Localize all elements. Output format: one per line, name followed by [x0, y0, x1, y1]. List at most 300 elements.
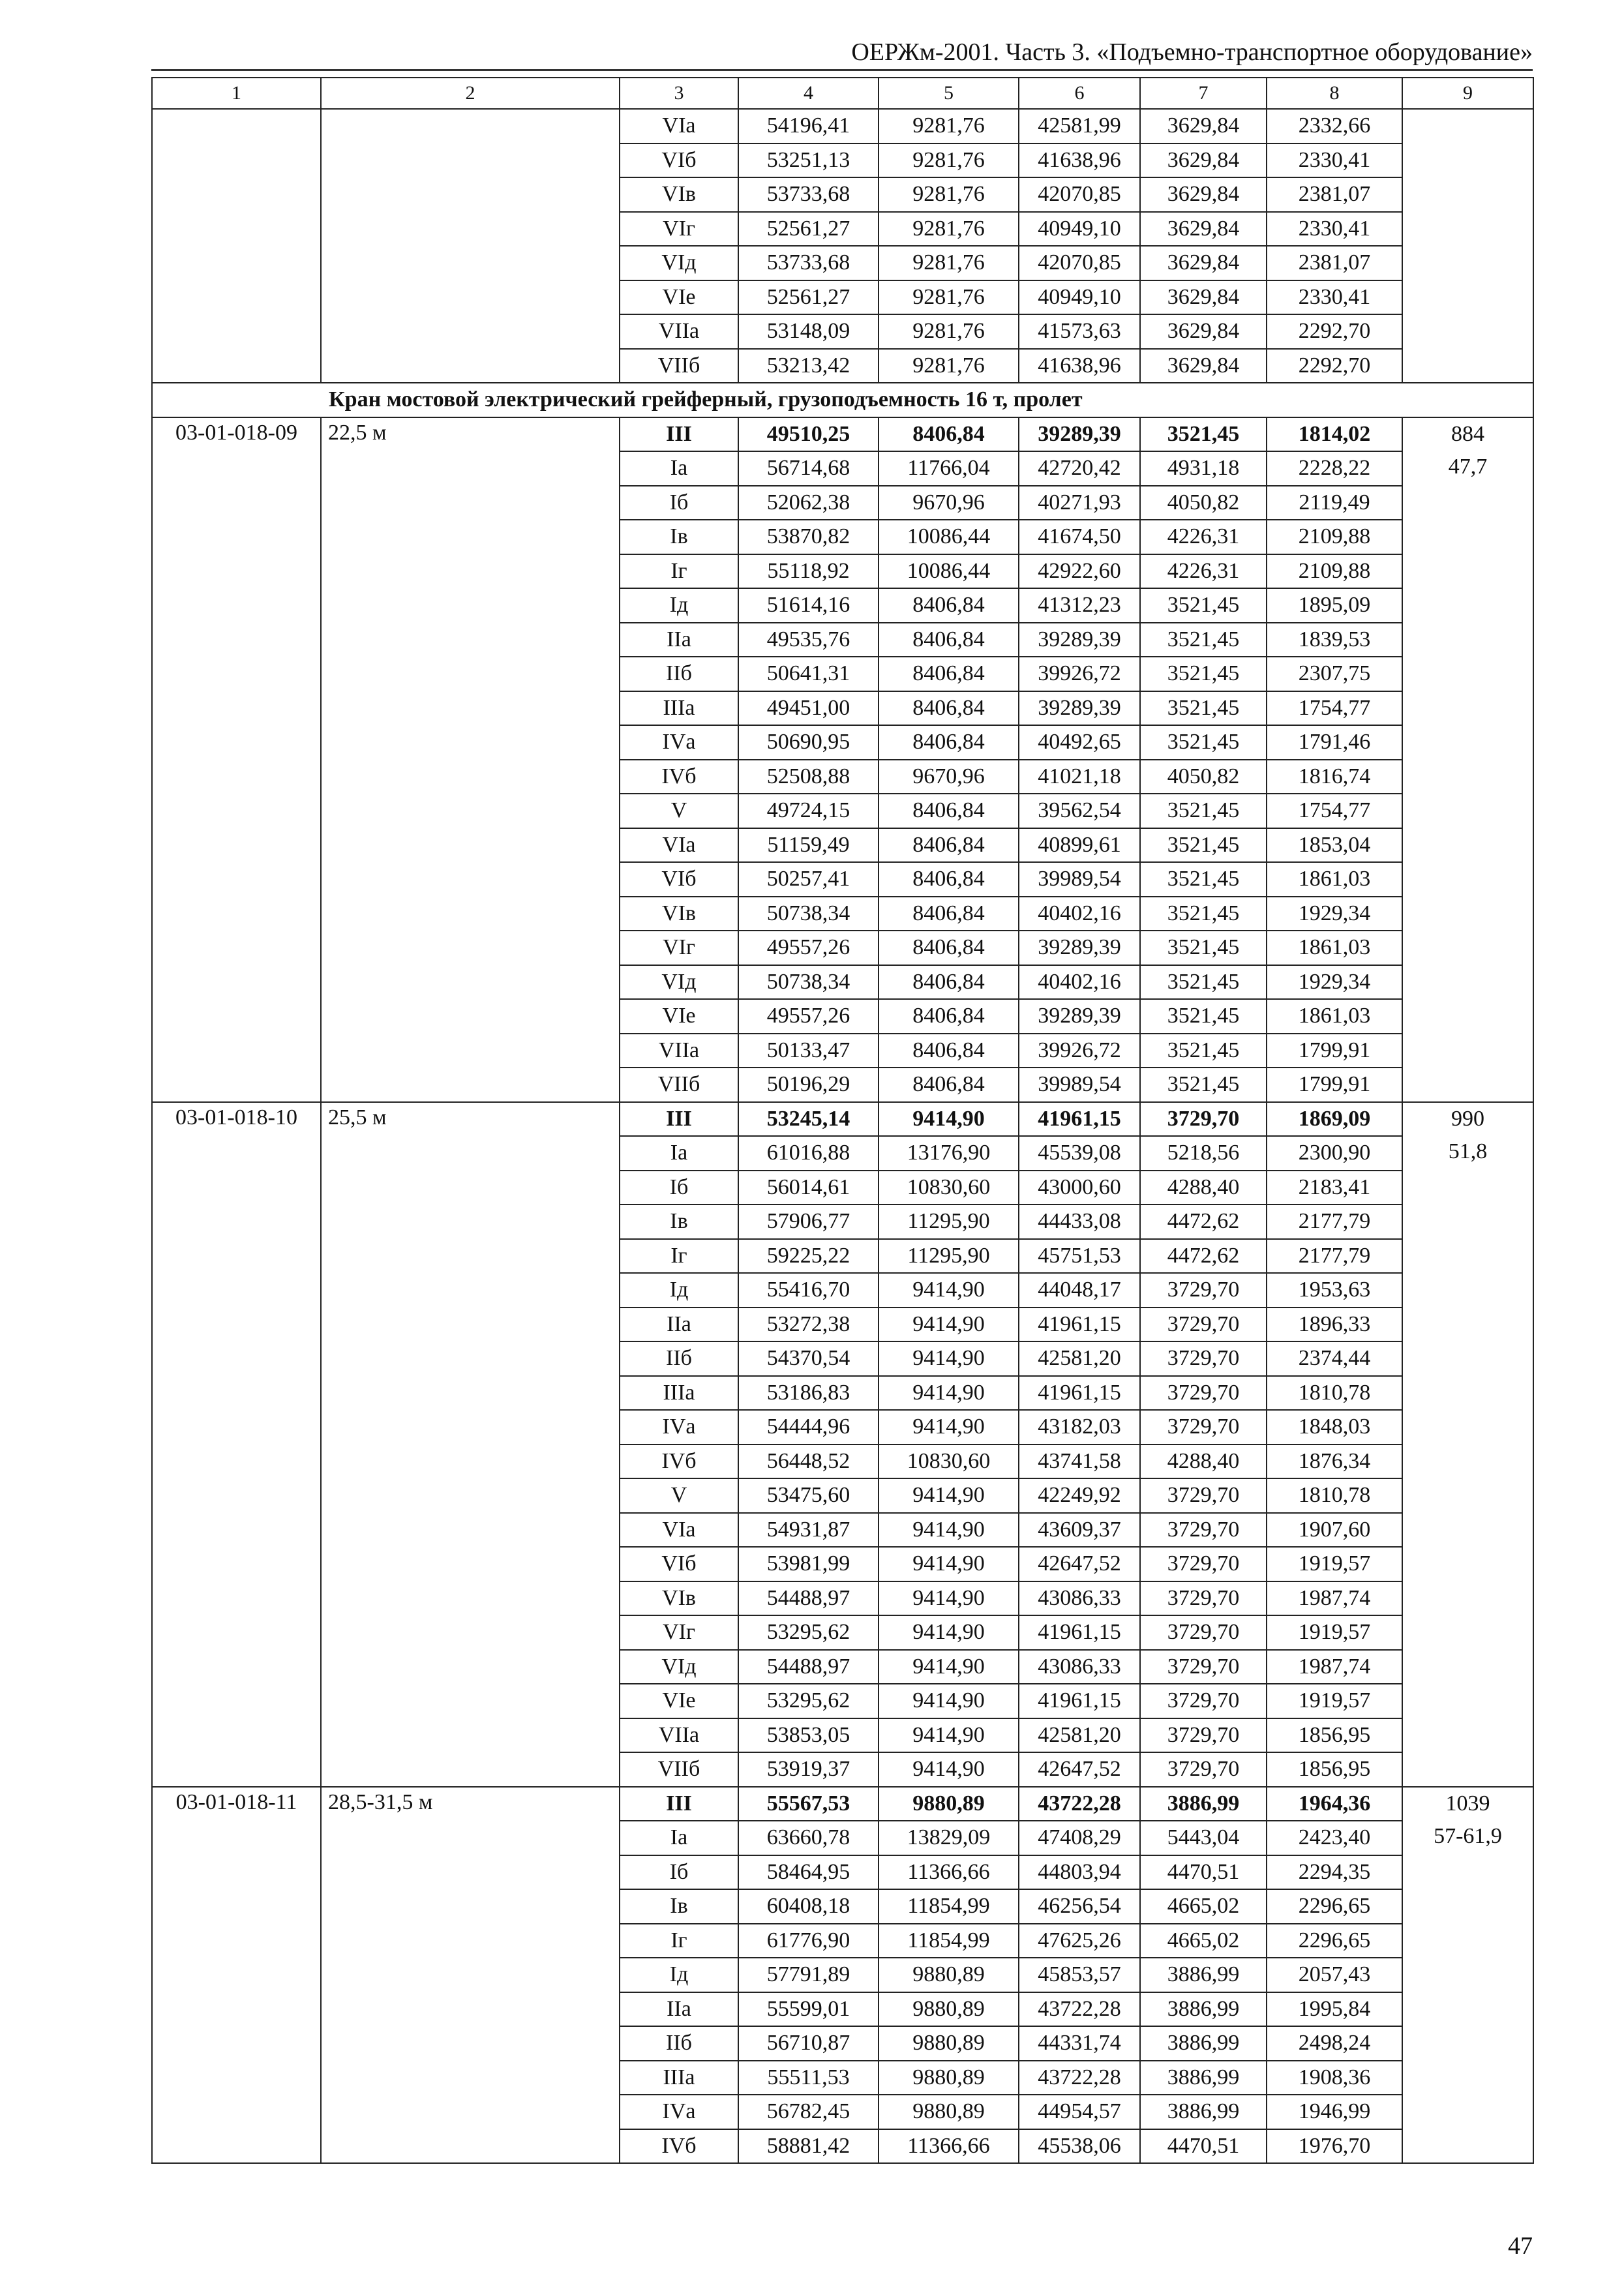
- class-cell: IVб: [620, 2129, 738, 2164]
- extra-value: 57-61,9: [1434, 1824, 1502, 1848]
- value-cell: 3729,70: [1140, 1273, 1267, 1308]
- value-cell: 44433,08: [1019, 1204, 1140, 1239]
- value-cell: 42647,52: [1019, 1547, 1140, 1581]
- value-cell: 1839,53: [1267, 623, 1402, 657]
- value-cell: 9414,90: [879, 1478, 1019, 1513]
- value-cell: 41573,63: [1019, 314, 1140, 349]
- value-cell: 53245,14: [738, 1102, 879, 1137]
- value-cell: 3521,45: [1140, 725, 1267, 760]
- value-cell: 41961,15: [1019, 1615, 1140, 1650]
- value-cell: 58464,95: [738, 1855, 879, 1890]
- value-cell: 3521,45: [1140, 623, 1267, 657]
- value-cell: 3729,70: [1140, 1684, 1267, 1718]
- value-cell: 1953,63: [1267, 1273, 1402, 1308]
- value-cell: 39926,72: [1019, 657, 1140, 691]
- value-cell: 43086,33: [1019, 1650, 1140, 1684]
- class-cell: IVб: [620, 1444, 738, 1479]
- extra-cell: [1402, 417, 1533, 1102]
- value-cell: 8406,84: [879, 1068, 1019, 1102]
- column-number-cell: 9: [1402, 78, 1533, 109]
- value-cell: 9281,76: [879, 314, 1019, 349]
- class-cell: VIд: [620, 965, 738, 1000]
- value-cell: 4665,02: [1140, 1924, 1267, 1958]
- value-cell: 11295,90: [879, 1239, 1019, 1274]
- item-code-cell: 03-01-018-10: [152, 1102, 321, 1787]
- column-number-cell: 4: [738, 78, 879, 109]
- value-cell: 44331,74: [1019, 2026, 1140, 2061]
- value-cell: 3629,84: [1140, 177, 1267, 212]
- value-cell: 3729,70: [1140, 1410, 1267, 1444]
- value-cell: 1976,70: [1267, 2129, 1402, 2164]
- value-cell: 52561,27: [738, 212, 879, 247]
- class-cell: V: [620, 1478, 738, 1513]
- value-cell: 2332,66: [1267, 109, 1402, 143]
- page-number: 47: [1508, 2232, 1533, 2260]
- value-cell: 3729,70: [1140, 1581, 1267, 1616]
- value-cell: 1964,36: [1267, 1787, 1402, 1821]
- value-cell: 2330,41: [1267, 280, 1402, 315]
- value-cell: 2177,79: [1267, 1204, 1402, 1239]
- value-cell: 3521,45: [1140, 897, 1267, 931]
- value-cell: 3629,84: [1140, 280, 1267, 315]
- value-cell: 8406,84: [879, 862, 1019, 897]
- class-cell: Iд: [620, 588, 738, 623]
- value-cell: 50641,31: [738, 657, 879, 691]
- value-cell: 54488,97: [738, 1581, 879, 1616]
- value-cell: 41312,23: [1019, 588, 1140, 623]
- value-cell: 1895,09: [1267, 588, 1402, 623]
- value-cell: 55567,53: [738, 1787, 879, 1821]
- value-cell: 41638,96: [1019, 349, 1140, 383]
- name-cell: [321, 109, 620, 383]
- value-cell: 44048,17: [1019, 1273, 1140, 1308]
- class-cell: V: [620, 794, 738, 828]
- column-number-cell: 1: [152, 78, 321, 109]
- value-cell: 49557,26: [738, 999, 879, 1034]
- value-cell: 53251,13: [738, 143, 879, 178]
- value-cell: 10830,60: [879, 1444, 1019, 1479]
- value-cell: 9281,76: [879, 280, 1019, 315]
- value-cell: 8406,84: [879, 588, 1019, 623]
- class-cell: IIа: [620, 1308, 738, 1342]
- value-cell: 1929,34: [1267, 897, 1402, 931]
- value-cell: 45751,53: [1019, 1239, 1140, 1274]
- value-cell: 52062,38: [738, 486, 879, 520]
- value-cell: 3729,70: [1140, 1478, 1267, 1513]
- value-cell: 55599,01: [738, 1992, 879, 2027]
- class-cell: Iб: [620, 1171, 738, 1205]
- value-cell: 40402,16: [1019, 965, 1140, 1000]
- value-cell: 39289,39: [1019, 691, 1140, 726]
- class-cell: IIIа: [620, 691, 738, 726]
- value-cell: 9880,89: [879, 1992, 1019, 2027]
- extra-cell: [1402, 1102, 1533, 1787]
- value-cell: 50133,47: [738, 1034, 879, 1068]
- value-cell: 11766,04: [879, 451, 1019, 486]
- value-cell: 49451,00: [738, 691, 879, 726]
- value-cell: 3521,45: [1140, 417, 1267, 452]
- value-cell: 3729,70: [1140, 1102, 1267, 1137]
- item-code-cell: 03-01-018-09: [152, 417, 321, 1102]
- value-cell: 1919,57: [1267, 1615, 1402, 1650]
- value-cell: 39562,54: [1019, 794, 1140, 828]
- value-cell: 11295,90: [879, 1204, 1019, 1239]
- price-table-body: [152, 78, 1533, 2163]
- value-cell: 2109,88: [1267, 554, 1402, 589]
- class-cell: VIIа: [620, 314, 738, 349]
- value-cell: 3521,45: [1140, 965, 1267, 1000]
- value-cell: 45853,57: [1019, 1958, 1140, 1992]
- code-cell: [152, 109, 321, 383]
- value-cell: 49535,76: [738, 623, 879, 657]
- value-cell: 9414,90: [879, 1341, 1019, 1376]
- class-cell: Iв: [620, 520, 738, 554]
- value-cell: 3629,84: [1140, 314, 1267, 349]
- value-cell: 8406,84: [879, 623, 1019, 657]
- class-cell: IIб: [620, 2026, 738, 2061]
- value-cell: 1856,95: [1267, 1718, 1402, 1753]
- value-cell: 13829,09: [879, 1821, 1019, 1855]
- value-cell: 3729,70: [1140, 1650, 1267, 1684]
- value-cell: 3521,45: [1140, 1068, 1267, 1102]
- table-row: [152, 417, 1533, 452]
- value-cell: 39289,39: [1019, 999, 1140, 1034]
- value-cell: 13176,90: [879, 1136, 1019, 1171]
- value-cell: 50738,34: [738, 965, 879, 1000]
- value-cell: 3521,45: [1140, 931, 1267, 965]
- class-cell: Iг: [620, 1239, 738, 1274]
- value-cell: 43722,28: [1019, 2061, 1140, 2095]
- value-cell: 8406,84: [879, 417, 1019, 452]
- value-cell: 43722,28: [1019, 1787, 1140, 1821]
- value-cell: 43000,60: [1019, 1171, 1140, 1205]
- value-cell: 49724,15: [738, 794, 879, 828]
- value-cell: 49510,25: [738, 417, 879, 452]
- value-cell: 43086,33: [1019, 1581, 1140, 1616]
- value-cell: 9414,90: [879, 1513, 1019, 1548]
- value-cell: 2292,70: [1267, 314, 1402, 349]
- value-cell: 8406,84: [879, 999, 1019, 1034]
- extra-value: 884: [1451, 421, 1484, 446]
- value-cell: 58881,42: [738, 2129, 879, 2164]
- extra-value: 1039: [1445, 1791, 1490, 1816]
- class-cell: IIб: [620, 1341, 738, 1376]
- value-cell: 4931,18: [1140, 451, 1267, 486]
- value-cell: 3521,45: [1140, 588, 1267, 623]
- column-numbers-row: [152, 78, 1533, 109]
- class-cell: IVа: [620, 2095, 738, 2129]
- value-cell: 39989,54: [1019, 862, 1140, 897]
- value-cell: 9414,90: [879, 1650, 1019, 1684]
- value-cell: 4665,02: [1140, 1889, 1267, 1924]
- class-cell: VIIб: [620, 349, 738, 383]
- value-cell: 1791,46: [1267, 725, 1402, 760]
- value-cell: 55416,70: [738, 1273, 879, 1308]
- table-row: [152, 1787, 1533, 1821]
- value-cell: 2307,75: [1267, 657, 1402, 691]
- value-cell: 1861,03: [1267, 999, 1402, 1034]
- value-cell: 3521,45: [1140, 794, 1267, 828]
- value-cell: 40949,10: [1019, 212, 1140, 247]
- value-cell: 9414,90: [879, 1718, 1019, 1753]
- value-cell: 1876,34: [1267, 1444, 1402, 1479]
- value-cell: 1816,74: [1267, 760, 1402, 794]
- value-cell: 5218,56: [1140, 1136, 1267, 1171]
- value-cell: 1856,95: [1267, 1752, 1402, 1787]
- value-cell: 2300,90: [1267, 1136, 1402, 1171]
- column-number-cell: 7: [1140, 78, 1267, 109]
- value-cell: 61776,90: [738, 1924, 879, 1958]
- class-cell: IIб: [620, 657, 738, 691]
- class-cell: VIа: [620, 109, 738, 143]
- value-cell: 1799,91: [1267, 1068, 1402, 1102]
- value-cell: 2292,70: [1267, 349, 1402, 383]
- value-cell: 9281,76: [879, 177, 1019, 212]
- value-cell: 9414,90: [879, 1376, 1019, 1411]
- section-title: Кран мостовой электрический грейферный, грузоподъемность 16 т, пролет: [329, 387, 1083, 412]
- value-cell: 1946,99: [1267, 2095, 1402, 2129]
- class-cell: Iд: [620, 1958, 738, 1992]
- value-cell: 8406,84: [879, 1034, 1019, 1068]
- value-cell: 53981,99: [738, 1547, 879, 1581]
- value-cell: 47625,26: [1019, 1924, 1140, 1958]
- value-cell: 4050,82: [1140, 486, 1267, 520]
- value-cell: 47408,29: [1019, 1821, 1140, 1855]
- item-span-cell: 28,5-31,5 м: [321, 1787, 620, 2164]
- value-cell: 2228,22: [1267, 451, 1402, 486]
- class-cell: VIе: [620, 280, 738, 315]
- value-cell: 9880,89: [879, 2095, 1019, 2129]
- column-number-cell: 2: [321, 78, 620, 109]
- value-cell: 9880,89: [879, 2061, 1019, 2095]
- table-row: [152, 1102, 1533, 1137]
- value-cell: 3886,99: [1140, 2095, 1267, 2129]
- value-cell: 2381,07: [1267, 177, 1402, 212]
- class-cell: Iб: [620, 486, 738, 520]
- extra-cell: [1402, 109, 1533, 383]
- value-cell: 8406,84: [879, 725, 1019, 760]
- value-cell: 3521,45: [1140, 657, 1267, 691]
- value-cell: 9880,89: [879, 1958, 1019, 1992]
- value-cell: 8406,84: [879, 794, 1019, 828]
- value-cell: 50196,29: [738, 1068, 879, 1102]
- value-cell: 56714,68: [738, 451, 879, 486]
- value-cell: 8406,84: [879, 657, 1019, 691]
- value-cell: 51159,49: [738, 828, 879, 863]
- value-cell: 3886,99: [1140, 1992, 1267, 2027]
- class-cell: IIIа: [620, 1376, 738, 1411]
- value-cell: 42070,85: [1019, 177, 1140, 212]
- value-cell: 54931,87: [738, 1513, 879, 1548]
- value-cell: 2381,07: [1267, 246, 1402, 280]
- value-cell: 8406,84: [879, 897, 1019, 931]
- value-cell: 45538,06: [1019, 2129, 1140, 2164]
- value-cell: 3886,99: [1140, 2026, 1267, 2061]
- value-cell: 53475,60: [738, 1478, 879, 1513]
- value-cell: 57906,77: [738, 1204, 879, 1239]
- value-cell: 9281,76: [879, 212, 1019, 247]
- column-number-cell: 3: [620, 78, 738, 109]
- value-cell: 2498,24: [1267, 2026, 1402, 2061]
- extra-value: 990: [1451, 1106, 1484, 1131]
- value-cell: 43182,03: [1019, 1410, 1140, 1444]
- value-cell: 44954,57: [1019, 2095, 1140, 2129]
- class-cell: VIг: [620, 212, 738, 247]
- value-cell: 9414,90: [879, 1684, 1019, 1718]
- value-cell: 53148,09: [738, 314, 879, 349]
- value-cell: 2119,49: [1267, 486, 1402, 520]
- value-cell: 53919,37: [738, 1752, 879, 1787]
- value-cell: 1987,74: [1267, 1581, 1402, 1616]
- class-cell: III: [620, 1102, 738, 1137]
- extra-cell: [1402, 1787, 1533, 2164]
- value-cell: 2330,41: [1267, 212, 1402, 247]
- value-cell: 11366,66: [879, 2129, 1019, 2164]
- value-cell: 53870,82: [738, 520, 879, 554]
- value-cell: 3729,70: [1140, 1376, 1267, 1411]
- value-cell: 1848,03: [1267, 1410, 1402, 1444]
- value-cell: 4472,62: [1140, 1239, 1267, 1274]
- value-cell: 3729,70: [1140, 1341, 1267, 1376]
- column-number-cell: 6: [1019, 78, 1140, 109]
- item-span-cell: 25,5 м: [321, 1102, 620, 1787]
- value-cell: 4470,51: [1140, 1855, 1267, 1890]
- table-row: [152, 109, 1533, 143]
- value-cell: 61016,88: [738, 1136, 879, 1171]
- class-cell: Iв: [620, 1204, 738, 1239]
- value-cell: 42720,42: [1019, 451, 1140, 486]
- value-cell: 9414,90: [879, 1547, 1019, 1581]
- value-cell: 3629,84: [1140, 143, 1267, 178]
- class-cell: VIд: [620, 1650, 738, 1684]
- value-cell: 8406,84: [879, 931, 1019, 965]
- value-cell: 9414,90: [879, 1752, 1019, 1787]
- value-cell: 1861,03: [1267, 931, 1402, 965]
- value-cell: 52561,27: [738, 280, 879, 315]
- column-number-cell: 8: [1267, 78, 1402, 109]
- value-cell: 11366,66: [879, 1855, 1019, 1890]
- class-cell: VIб: [620, 143, 738, 178]
- value-cell: 1919,57: [1267, 1547, 1402, 1581]
- value-cell: 42581,99: [1019, 109, 1140, 143]
- value-cell: 9414,90: [879, 1615, 1019, 1650]
- value-cell: 9414,90: [879, 1273, 1019, 1308]
- class-cell: VIа: [620, 1513, 738, 1548]
- value-cell: 56448,52: [738, 1444, 879, 1479]
- value-cell: 3729,70: [1140, 1308, 1267, 1342]
- item-span-cell: 22,5 м: [321, 417, 620, 1102]
- value-cell: 43741,58: [1019, 1444, 1140, 1479]
- value-cell: 41961,15: [1019, 1376, 1140, 1411]
- value-cell: 42070,85: [1019, 246, 1140, 280]
- value-cell: 53853,05: [738, 1718, 879, 1753]
- value-cell: 41961,15: [1019, 1308, 1140, 1342]
- value-cell: 1754,77: [1267, 691, 1402, 726]
- class-cell: Iг: [620, 554, 738, 589]
- class-cell: VIв: [620, 1581, 738, 1616]
- value-cell: 3629,84: [1140, 212, 1267, 247]
- class-cell: Iг: [620, 1924, 738, 1958]
- value-cell: 39926,72: [1019, 1034, 1140, 1068]
- value-cell: 1853,04: [1267, 828, 1402, 863]
- value-cell: 63660,78: [738, 1821, 879, 1855]
- class-cell: VIб: [620, 1547, 738, 1581]
- value-cell: 9880,89: [879, 1787, 1019, 1821]
- class-cell: VIIб: [620, 1068, 738, 1102]
- value-cell: 56710,87: [738, 2026, 879, 2061]
- value-cell: 2057,43: [1267, 1958, 1402, 1992]
- value-cell: 54444,96: [738, 1410, 879, 1444]
- value-cell: 56782,45: [738, 2095, 879, 2129]
- class-cell: IVб: [620, 760, 738, 794]
- value-cell: 40949,10: [1019, 280, 1140, 315]
- value-cell: 2423,40: [1267, 1821, 1402, 1855]
- value-cell: 3729,70: [1140, 1513, 1267, 1548]
- value-cell: 51614,16: [738, 588, 879, 623]
- header-rule: [151, 69, 1533, 71]
- value-cell: 43609,37: [1019, 1513, 1140, 1548]
- value-cell: 3729,70: [1140, 1547, 1267, 1581]
- price-table-container: [151, 77, 1533, 2164]
- value-cell: 10830,60: [879, 1171, 1019, 1205]
- price-table: [151, 77, 1534, 2164]
- class-cell: III: [620, 417, 738, 452]
- value-cell: 9880,89: [879, 2026, 1019, 2061]
- value-cell: 40402,16: [1019, 897, 1140, 931]
- value-cell: 9281,76: [879, 109, 1019, 143]
- extra-value: 47,7: [1448, 455, 1488, 479]
- value-cell: 4472,62: [1140, 1204, 1267, 1239]
- value-cell: 54488,97: [738, 1650, 879, 1684]
- value-cell: 50690,95: [738, 725, 879, 760]
- value-cell: 3729,70: [1140, 1752, 1267, 1787]
- value-cell: 2296,65: [1267, 1889, 1402, 1924]
- value-cell: 53186,83: [738, 1376, 879, 1411]
- value-cell: 9281,76: [879, 349, 1019, 383]
- class-cell: IVа: [620, 725, 738, 760]
- value-cell: 53272,38: [738, 1308, 879, 1342]
- value-cell: 50738,34: [738, 897, 879, 931]
- value-cell: 10086,44: [879, 554, 1019, 589]
- class-cell: VIд: [620, 246, 738, 280]
- class-cell: VIг: [620, 1615, 738, 1650]
- value-cell: 1810,78: [1267, 1478, 1402, 1513]
- value-cell: 1907,60: [1267, 1513, 1402, 1548]
- class-cell: Iа: [620, 1821, 738, 1855]
- value-cell: 52508,88: [738, 760, 879, 794]
- class-cell: VIIа: [620, 1034, 738, 1068]
- value-cell: 42581,20: [1019, 1341, 1140, 1376]
- class-cell: VIа: [620, 828, 738, 863]
- value-cell: 1869,09: [1267, 1102, 1402, 1137]
- value-cell: 4050,82: [1140, 760, 1267, 794]
- value-cell: 4288,40: [1140, 1444, 1267, 1479]
- value-cell: 3629,84: [1140, 349, 1267, 383]
- class-cell: Iа: [620, 451, 738, 486]
- value-cell: 9414,90: [879, 1102, 1019, 1137]
- value-cell: 9281,76: [879, 246, 1019, 280]
- value-cell: 2177,79: [1267, 1239, 1402, 1274]
- value-cell: 9670,96: [879, 760, 1019, 794]
- value-cell: 1919,57: [1267, 1684, 1402, 1718]
- class-cell: Iа: [620, 1136, 738, 1171]
- value-cell: 1995,84: [1267, 1992, 1402, 2027]
- value-cell: 39989,54: [1019, 1068, 1140, 1102]
- value-cell: 45539,08: [1019, 1136, 1140, 1171]
- value-cell: 46256,54: [1019, 1889, 1140, 1924]
- class-cell: VIб: [620, 862, 738, 897]
- value-cell: 1896,33: [1267, 1308, 1402, 1342]
